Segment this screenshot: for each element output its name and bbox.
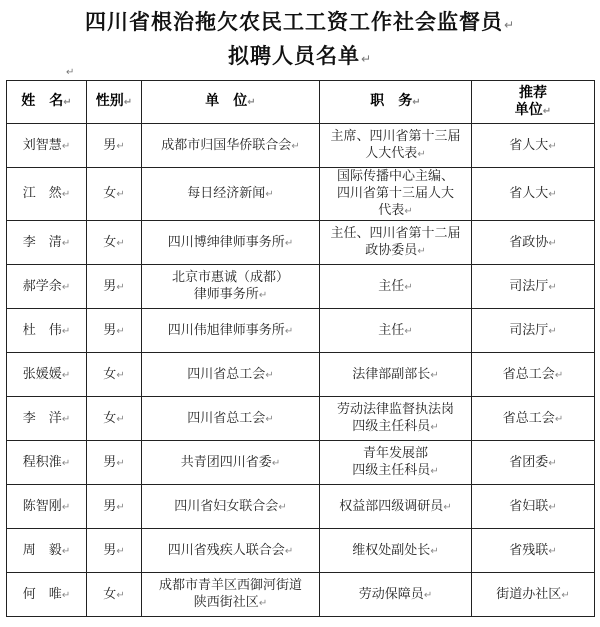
roster-table [6, 80, 595, 617]
cell-gender: 女↵ [87, 221, 142, 265]
paragraph-mark-icon: ↵ [360, 52, 373, 66]
table-row [7, 168, 595, 221]
title-line2-text: 拟聘人员名单 [227, 44, 360, 68]
cell-gender: 女↵ [87, 353, 142, 397]
cell-recommender: 司法厅↵ [472, 265, 595, 309]
document-title-line1 [0, 6, 600, 36]
table-row [7, 221, 595, 265]
cell-name: 刘智慧↵ [7, 124, 87, 168]
cell-position: 主任、四川省第十二届 政协委员↵ [320, 221, 472, 265]
cell-position: 国际传播中心主编、 四川省第十三届人大 代表↵ [320, 168, 472, 221]
cell-recommender: 省总工会↵ [472, 397, 595, 441]
cell-recommender: 省残联↵ [472, 529, 595, 573]
cell-recommender: 街道办社区↵ [472, 573, 595, 617]
table-row [7, 309, 595, 353]
cell-recommender: 省总工会↵ [472, 353, 595, 397]
cell-position: 权益部四级调研员↵ [320, 485, 472, 529]
cell-name: 李 洋↵ [7, 397, 87, 441]
cell-unit: 每日经济新闻↵ [142, 168, 320, 221]
cell-gender: 男↵ [87, 485, 142, 529]
table-row [7, 485, 595, 529]
cell-position: 劳动保障员↵ [320, 573, 472, 617]
paragraph-mark-icon: ↵ [503, 18, 516, 32]
cell-name: 郝学余↵ [7, 265, 87, 309]
cell-unit: 四川省妇女联合会↵ [142, 485, 320, 529]
cell-gender: 男↵ [87, 441, 142, 485]
cell-unit: 四川伟旭律师事务所↵ [142, 309, 320, 353]
header-unit: 单 位↵ [142, 81, 320, 124]
header-name: 姓 名↵ [7, 81, 87, 124]
cell-unit: 四川省残疾人联合会↵ [142, 529, 320, 573]
document-title-line2 [0, 40, 600, 70]
cell-position: 青年发展部 四级主任科员↵ [320, 441, 472, 485]
title-line1-text: 四川省根治拖欠农民工工资工作社会监督员 [84, 10, 503, 34]
cell-name: 李 清↵ [7, 221, 87, 265]
header-row [7, 81, 595, 124]
cell-position: 法律部副部长↵ [320, 353, 472, 397]
cell-name: 周 毅↵ [7, 529, 87, 573]
stray-paragraph-mark-icon: ↵ [66, 67, 75, 78]
roster-body [7, 124, 595, 617]
cell-gender: 男↵ [87, 529, 142, 573]
cell-name: 陈智刚↵ [7, 485, 87, 529]
cell-recommender: 省妇联↵ [472, 485, 595, 529]
table-row [7, 573, 595, 617]
cell-recommender: 省政协↵ [472, 221, 595, 265]
cell-position: 维权处副处长↵ [320, 529, 472, 573]
cell-position: 劳动法律监督执法岗 四级主任科员↵ [320, 397, 472, 441]
table-row [7, 397, 595, 441]
cell-recommender: 省团委↵ [472, 441, 595, 485]
table-row [7, 529, 595, 573]
cell-name: 程积淮↵ [7, 441, 87, 485]
table-row [7, 353, 595, 397]
cell-position: 主席、四川省第十三届 人大代表↵ [320, 124, 472, 168]
cell-unit: 共青团四川省委↵ [142, 441, 320, 485]
header-recommender: 推荐 单位↵ [472, 81, 595, 124]
cell-recommender: 省人大↵ [472, 124, 595, 168]
table-row [7, 441, 595, 485]
cell-name: 张媛媛↵ [7, 353, 87, 397]
cell-name: 江 然↵ [7, 168, 87, 221]
cell-gender: 男↵ [87, 124, 142, 168]
cell-unit: 四川博绅律师事务所↵ [142, 221, 320, 265]
header-position: 职 务↵ [320, 81, 472, 124]
cell-position: 主任↵ [320, 309, 472, 353]
table-row [7, 265, 595, 309]
cell-gender: 女↵ [87, 168, 142, 221]
cell-gender: 男↵ [87, 265, 142, 309]
cell-position: 主任↵ [320, 265, 472, 309]
header-gender: 性别↵ [87, 81, 142, 124]
cell-unit: 北京市惠诚（成都） 律师事务所↵ [142, 265, 320, 309]
table-row [7, 124, 595, 168]
cell-gender: 女↵ [87, 573, 142, 617]
cell-unit: 四川省总工会↵ [142, 353, 320, 397]
cell-recommender: 省人大↵ [472, 168, 595, 221]
cell-unit: 四川省总工会↵ [142, 397, 320, 441]
cell-name: 何 唯↵ [7, 573, 87, 617]
cell-recommender: 司法厅↵ [472, 309, 595, 353]
cell-name: 杜 伟↵ [7, 309, 87, 353]
cell-unit: 成都市青羊区西御河街道 陕西街社区↵ [142, 573, 320, 617]
cell-unit: 成都市归国华侨联合会↵ [142, 124, 320, 168]
cell-gender: 女↵ [87, 397, 142, 441]
cell-gender: 男↵ [87, 309, 142, 353]
